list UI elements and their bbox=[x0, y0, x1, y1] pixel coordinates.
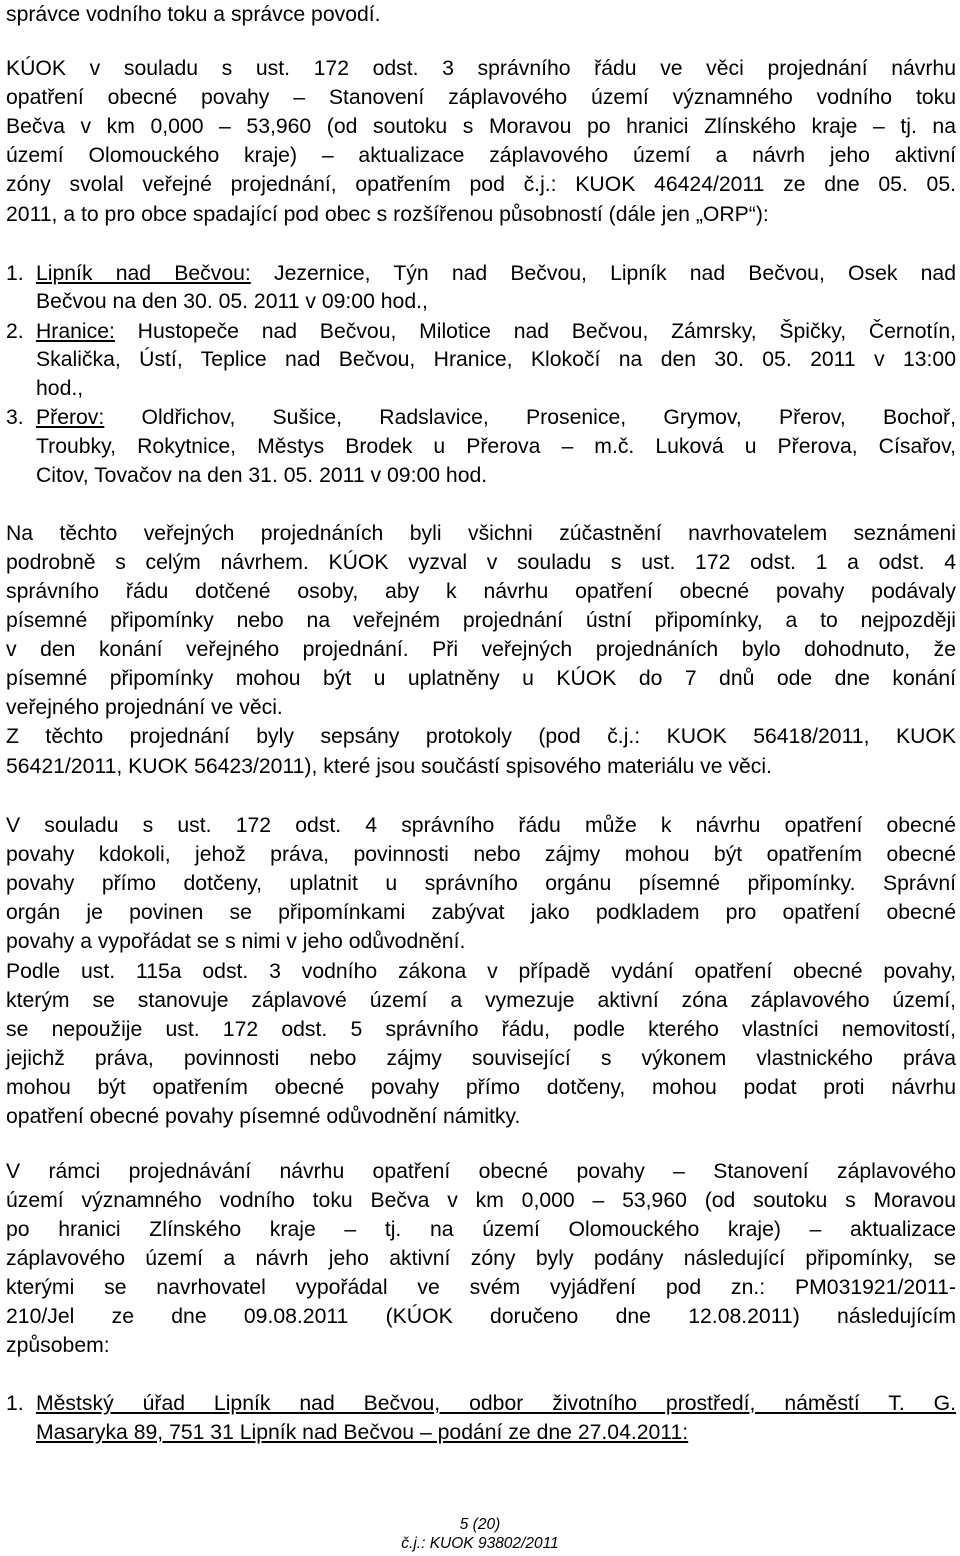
orp-municipalities: Oldřichov, Sušice, Radslavice, Prosenice, Grymov, Přerov, Bochoř, bbox=[104, 406, 956, 429]
hearings-line: podrobně s celým návrhem. KÚOK vyzval v souladu s ust. 172 odst. 1 a odst. 4 bbox=[6, 551, 956, 574]
list-number: 1. bbox=[6, 1392, 24, 1415]
hearings-line: Z těchto projednání byly sepsány protokoly (pod č.j.: KUOK 56418/2011, KUOK bbox=[6, 725, 956, 748]
list-item-line: Troubky, Rokytnice, Městys Brodek u Přerova – m.č. Luková u Přerova, Císařov, bbox=[36, 435, 956, 458]
hearings-line: v den konání veřejného projednání. Při veřejných projednáních bylo dohodnuto, že bbox=[6, 638, 956, 661]
law-line: se nepoužije ust. 172 odst. 5 správního řádu, podle kterého vlastníci nemovitostí, bbox=[6, 1018, 956, 1041]
hearings-line: písemné připomínky nebo na veřejném projednání ústní připomínky, a to nejpozději bbox=[6, 609, 956, 632]
list-item-line: Bečvou na den 30. 05. 2011 v 09:00 hod., bbox=[36, 290, 428, 313]
underlined-text: Městský úřad Lipník nad Bečvou, odbor životního prostředí, náměstí T. G. bbox=[36, 1392, 956, 1415]
orp-name: Hranice: bbox=[36, 320, 115, 343]
law-line: mohou být opatřením obecné povahy přímo dotčeny, mohou podat proti návrhu bbox=[6, 1076, 956, 1099]
orp-name: Přerov: bbox=[36, 406, 105, 429]
list-item-line: Citov, Tovačov na den 31. 05. 2011 v 09:00 hod. bbox=[36, 464, 488, 487]
intro-line: KÚOK v souladu s ust. 172 odst. 3 správního řádu ve věci projednání návrhu bbox=[6, 57, 956, 80]
orp-municipalities: Jezernice, Týn nad Bečvou, Lipník nad Bečvou, Osek nad bbox=[250, 262, 956, 285]
law-line: opatření obecné povahy písemné odůvodnění námitky. bbox=[6, 1105, 521, 1128]
comment-submitter-line bbox=[36, 1418, 688, 1447]
list-number: 2. bbox=[6, 320, 24, 343]
list-item-line: hod., bbox=[36, 377, 84, 400]
frame-line: 210/Jel ze dne 09.08.2011 (KÚOK doručeno dne 12.08.2011) následujícím bbox=[6, 1305, 956, 1328]
law-line: kterým se stanovuje záplavové území a vymezuje aktivní zóna záplavového území, bbox=[6, 989, 956, 1012]
frame-line: způsobem: bbox=[6, 1334, 110, 1357]
orp-name: Lipník nad Bečvou: bbox=[36, 262, 251, 285]
intro-line: zóny svolal veřejné projednání, opatřením pod č.j.: KUOK 46424/2011 ze dne 05. 05. bbox=[6, 173, 956, 196]
list-number: 1. bbox=[6, 262, 24, 285]
frame-line: po hranici Zlínského kraje – tj. na území Olomouckého kraje) – aktualizace bbox=[6, 1218, 956, 1241]
hearings-line: správního řádu dotčené osoby, aby k návrhu opatření obecné povahy podávaly bbox=[6, 580, 956, 603]
law-line: orgán je povinen se připomínkami zabývat jako podkladem pro opatření obecné bbox=[6, 901, 956, 924]
hearings-line: 56421/2011, KUOK 56423/2011), které jsou součástí spisového materiálu ve věci. bbox=[6, 755, 772, 778]
orp-municipalities: Hustopeče nad Bečvou, Milotice nad Bečvou, Zámrsky, Špičky, Černotín, bbox=[114, 320, 956, 343]
paragraph-fragment: správce vodního toku a správce povodí. bbox=[6, 3, 381, 26]
hearings-line: veřejného projednání ve věci. bbox=[6, 696, 283, 719]
frame-line: území významného vodního toku Bečva v km 0,000 – 53,960 (od soutoku s Moravou bbox=[6, 1189, 956, 1212]
underlined-text: Masaryka 89, 751 31 Lipník nad Bečvou – podání ze dne 27.04.2011: bbox=[36, 1421, 689, 1444]
law-line: povahy kdokoli, jehož práva, povinnosti nebo zájmy mohou být opatřením obecné bbox=[6, 843, 956, 866]
law-line: V souladu s ust. 172 odst. 4 správního řádu může k návrhu opatření obecné bbox=[6, 814, 956, 837]
law-line: povahy a vypořádat se s nimi v jeho odůvodnění. bbox=[6, 930, 466, 953]
hearings-line: Na těchto veřejných projednáních byli všichni zúčastnění navrhovatelem seznámeni bbox=[6, 522, 956, 545]
intro-line: území Olomouckého kraje) – aktualizace záplavového území a návrh jeho aktivní bbox=[6, 144, 956, 167]
frame-line: záplavového území a návrh jeho aktivní zóny byly podány následující připomínky, se bbox=[6, 1247, 956, 1270]
list-item-first-line bbox=[36, 317, 956, 346]
intro-line: 2011, a to pro obce spadající pod obec s rozšířenou působností (dále jen „ORP“): bbox=[6, 203, 769, 226]
list-item-line: Skalička, Ústí, Teplice nad Bečvou, Hranice, Klokočí na den 30. 05. 2011 v 13:00 bbox=[36, 348, 956, 371]
frame-line: kterými se navrhovatel vypořádal ve svém vyjádření pod zn.: PM031921/2011- bbox=[6, 1276, 956, 1299]
comment-submitter-line bbox=[36, 1389, 956, 1418]
law-line: Podle ust. 115a odst. 3 vodního zákona v případě vydání opatření obecné povahy, bbox=[6, 960, 956, 983]
hearings-line: písemné připomínky mohou být u uplatněny u KÚOK do 7 dnů ode dne konání bbox=[6, 667, 956, 690]
frame-line: V rámci projednávání návrhu opatření obecné povahy – Stanovení záplavového bbox=[6, 1160, 956, 1183]
intro-line: Bečva v km 0,000 – 53,960 (od soutoku s Moravou po hranici Zlínského kraje – tj. na bbox=[6, 115, 956, 138]
document-reference: č.j.: KUOK 93802/2011 bbox=[401, 1535, 559, 1552]
law-line: povahy přímo dotčeny, uplatnit u správního orgánu písemné připomínky. Správní bbox=[6, 872, 956, 895]
page-number: 5 (20) bbox=[459, 1516, 501, 1533]
list-item-first-line bbox=[36, 403, 956, 432]
list-number: 3. bbox=[6, 406, 24, 429]
intro-line: opatření obecné povahy – Stanovení záplavového území významného vodního toku bbox=[6, 86, 956, 109]
law-line: jejichž práva, povinnosti nebo zájmy související s výkonem vlastnického práva bbox=[6, 1047, 956, 1070]
list-item-first-line bbox=[36, 259, 956, 288]
